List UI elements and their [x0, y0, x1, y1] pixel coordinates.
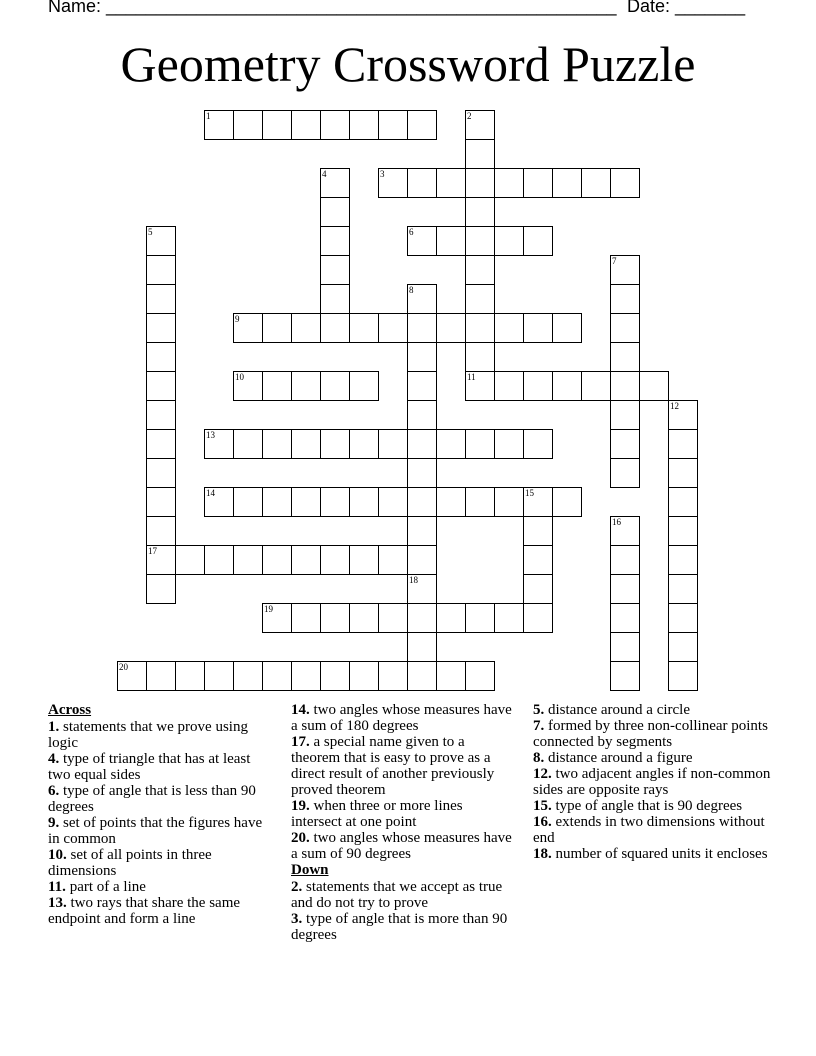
clue-number: 8 [409, 285, 414, 295]
clue-across-4: 4. type of triangle that has at least two equal sides [48, 751, 251, 783]
clue-number: 1 [206, 111, 211, 121]
grid-cell[interactable] [233, 110, 263, 140]
date-field[interactable]: Date: _______ [627, 0, 746, 16]
grid-cell[interactable] [436, 603, 466, 633]
grid-cell[interactable] [494, 487, 524, 517]
grid-cell[interactable] [552, 487, 582, 517]
grid-cell[interactable] [465, 168, 495, 198]
clue-across-9: 9. set of points that the figures have in common [48, 815, 263, 847]
grid-cell[interactable] [146, 429, 176, 459]
grid-cell[interactable] [320, 255, 350, 285]
clue-down-3: 3. type of angle that is more than 90 degrees [291, 911, 508, 943]
grid-cell[interactable] [407, 487, 437, 517]
grid-cell[interactable] [668, 487, 698, 517]
clue-across-13: 13. two rays that share the same endpoint and form a line [48, 895, 241, 927]
clue-across-6: 6. type of angle that is less than 90 degrees [48, 783, 256, 815]
clue-down-15: 15. type of angle that is 90 degrees [533, 798, 743, 814]
grid-cell[interactable] [668, 516, 698, 546]
grid-cell[interactable] [233, 487, 263, 517]
grid-cell[interactable] [320, 545, 350, 575]
grid-cell[interactable] [436, 661, 466, 691]
grid-cell[interactable] [523, 313, 553, 343]
clue-number: 15 [525, 488, 534, 498]
grid-cell[interactable] [436, 429, 466, 459]
grid-cell[interactable] [349, 313, 379, 343]
grid-cell[interactable] [146, 255, 176, 285]
grid-cell[interactable] [552, 168, 582, 198]
grid-cell[interactable] [407, 603, 437, 633]
grid-cell[interactable] [320, 313, 350, 343]
clue-across-11: 11. part of a line [48, 879, 146, 895]
grid-cell[interactable] [349, 429, 379, 459]
clue-number: 19 [264, 604, 273, 614]
grid-cell[interactable] [320, 487, 350, 517]
grid-cell[interactable] [465, 255, 495, 285]
clue-number: 14 [206, 488, 215, 498]
grid-cell[interactable] [639, 371, 669, 401]
grid-cell[interactable] [407, 400, 437, 430]
grid-cell[interactable] [494, 226, 524, 256]
grid-cell[interactable] [291, 429, 321, 459]
grid-cell[interactable] [291, 313, 321, 343]
grid-cell[interactable] [668, 574, 698, 604]
grid-cell[interactable] [494, 429, 524, 459]
grid-cell[interactable] [465, 226, 495, 256]
grid-cell[interactable] [407, 342, 437, 372]
grid-cell[interactable] [262, 313, 292, 343]
grid-cell[interactable] [610, 603, 640, 633]
grid-cell[interactable] [552, 371, 582, 401]
grid-cell[interactable] [465, 487, 495, 517]
grid-cell[interactable] [407, 429, 437, 459]
grid-cell[interactable] [349, 545, 379, 575]
grid-cell[interactable] [291, 487, 321, 517]
clue-across-19: 19. when three or more lines intersect at one point [291, 798, 463, 830]
grid-cell[interactable] [436, 487, 466, 517]
grid-cell[interactable] [146, 487, 176, 517]
grid-cell[interactable] [320, 429, 350, 459]
grid-cell[interactable] [581, 371, 611, 401]
clue-number: 13 [206, 430, 215, 440]
grid-cell[interactable] [378, 487, 408, 517]
grid-cell[interactable] [465, 313, 495, 343]
grid-cell[interactable] [233, 545, 263, 575]
clue-column-1 [48, 702, 273, 927]
page-title: Geometry Crossword Puzzle [120, 36, 696, 92]
grid-cell[interactable] [146, 371, 176, 401]
clue-down-5: 5. distance around a circle [533, 702, 691, 718]
grid-cell[interactable] [610, 545, 640, 575]
grid-cell[interactable] [668, 545, 698, 575]
clue-number: 11 [467, 372, 476, 382]
grid-cell[interactable] [465, 284, 495, 314]
grid-cell[interactable] [465, 197, 495, 227]
grid-cell[interactable] [291, 110, 321, 140]
grid-cell[interactable] [291, 545, 321, 575]
clue-number: 5 [148, 227, 153, 237]
clue-across-10: 10. set of all points in three dimensions [48, 847, 212, 879]
clue-number: 16 [612, 517, 621, 527]
clue-number: 4 [322, 169, 327, 179]
grid-cell[interactable] [523, 603, 553, 633]
grid-cell[interactable] [204, 545, 234, 575]
grid-cell[interactable] [668, 661, 698, 691]
clue-number: 10 [235, 372, 244, 382]
grid-cell[interactable] [610, 371, 640, 401]
grid-cell[interactable] [204, 661, 234, 691]
grid-cell[interactable] [436, 313, 466, 343]
clue-across-17: 17. a special name given to a theorem that is easy to prove as a direct result of another previously proved theorem [291, 734, 495, 798]
grid-cell[interactable] [552, 313, 582, 343]
grid-cell[interactable] [175, 661, 205, 691]
grid-cell[interactable] [378, 661, 408, 691]
grid-cell[interactable] [494, 371, 524, 401]
grid-cell[interactable] [291, 603, 321, 633]
grid-cell[interactable] [465, 139, 495, 169]
grid-cell[interactable] [494, 603, 524, 633]
grid-cell[interactable] [610, 284, 640, 314]
grid-cell[interactable] [581, 168, 611, 198]
grid-cell[interactable] [349, 661, 379, 691]
grid-cell[interactable] [320, 661, 350, 691]
grid-cell[interactable] [262, 545, 292, 575]
name-field[interactable]: Name: ___________________________________________________ [48, 0, 617, 16]
grid-cell[interactable] [610, 400, 640, 430]
across-heading: Across [48, 702, 92, 718]
clue-number: 20 [119, 662, 128, 672]
grid-cell[interactable] [349, 603, 379, 633]
grid-cell[interactable] [320, 197, 350, 227]
grid-cell[interactable] [233, 661, 263, 691]
grid-cell[interactable] [610, 632, 640, 662]
clue-down-8: 8. distance around a figure [533, 750, 693, 766]
grid-cell[interactable] [146, 516, 176, 546]
grid-cell[interactable] [233, 429, 263, 459]
grid-cell[interactable] [610, 168, 640, 198]
grid-cell[interactable] [523, 516, 553, 546]
grid-cell[interactable] [407, 632, 437, 662]
grid-cell[interactable] [262, 429, 292, 459]
grid-cell[interactable] [407, 110, 437, 140]
grid-cell[interactable] [146, 661, 176, 691]
grid-cell[interactable] [523, 574, 553, 604]
grid-cell[interactable] [320, 603, 350, 633]
grid-cell[interactable] [320, 110, 350, 140]
clue-number: 9 [235, 314, 240, 324]
grid-cell[interactable] [320, 226, 350, 256]
grid-cell[interactable] [436, 226, 466, 256]
clue-number: 17 [148, 546, 157, 556]
grid-cell[interactable] [668, 632, 698, 662]
grid-cell[interactable] [523, 168, 553, 198]
grid-cell[interactable] [146, 313, 176, 343]
clue-across-14: 14. two angles whose measures have a sum of 180 degrees [291, 702, 512, 734]
grid-cell[interactable] [407, 313, 437, 343]
grid-cell[interactable] [523, 545, 553, 575]
grid-cell[interactable] [320, 371, 350, 401]
clue-down-12: 12. two adjacent angles if non-common sides are opposite rays [533, 766, 771, 798]
grid-cell[interactable] [610, 313, 640, 343]
clue-number: 6 [409, 227, 414, 237]
grid-cell[interactable] [146, 284, 176, 314]
grid-cell[interactable] [407, 516, 437, 546]
clue-number: 12 [670, 401, 679, 411]
grid-cell[interactable] [378, 545, 408, 575]
clue-number: 2 [467, 111, 472, 121]
grid-cell[interactable] [320, 284, 350, 314]
grid-cell[interactable] [262, 371, 292, 401]
grid-cell[interactable] [262, 110, 292, 140]
clue-column-3 [533, 702, 773, 862]
grid-cell[interactable] [523, 226, 553, 256]
grid-cell[interactable] [378, 603, 408, 633]
grid-cell[interactable] [146, 400, 176, 430]
clue-down-18: 18. number of squared units it encloses [533, 846, 768, 862]
grid-cell[interactable] [465, 661, 495, 691]
grid-cell[interactable] [349, 110, 379, 140]
clue-across-20: 20. two angles whose measures have a sum of 90 degrees [291, 830, 512, 862]
grid-cell[interactable] [378, 429, 408, 459]
grid-cell[interactable] [494, 168, 524, 198]
clue-number: 7 [612, 256, 617, 266]
grid-cell[interactable] [494, 313, 524, 343]
grid-cell[interactable] [262, 661, 292, 691]
grid-cell[interactable] [146, 458, 176, 488]
down-heading: Down [291, 862, 329, 878]
clue-across-1: 1. statements that we prove using logic [48, 719, 248, 751]
grid-cell[interactable] [349, 371, 379, 401]
grid-cell[interactable] [610, 574, 640, 604]
grid-cell[interactable] [610, 342, 640, 372]
grid-cell[interactable] [668, 458, 698, 488]
clue-down-16: 16. extends in two dimensions without end [533, 814, 765, 846]
grid-cell[interactable] [436, 168, 466, 198]
clue-number: 3 [380, 169, 385, 179]
grid-cell[interactable] [146, 574, 176, 604]
grid-cell[interactable] [349, 487, 379, 517]
grid-cell[interactable] [378, 110, 408, 140]
grid-cell[interactable] [523, 371, 553, 401]
grid-cell[interactable] [407, 545, 437, 575]
grid-cell[interactable] [668, 603, 698, 633]
grid-cell[interactable] [407, 371, 437, 401]
grid-cell[interactable] [610, 661, 640, 691]
grid-cell[interactable] [175, 545, 205, 575]
grid-cell[interactable] [465, 603, 495, 633]
grid-cell[interactable] [378, 313, 408, 343]
clue-down-7: 7. formed by three non-collinear points connected by segments [533, 718, 768, 750]
grid-cell[interactable] [146, 342, 176, 372]
grid-cell[interactable] [668, 429, 698, 459]
grid-cell[interactable] [291, 661, 321, 691]
grid-cell[interactable] [291, 371, 321, 401]
grid-cell[interactable] [407, 661, 437, 691]
grid-cell[interactable] [523, 429, 553, 459]
grid-cell[interactable] [407, 168, 437, 198]
clue-down-2: 2. statements that we accept as true and do not try to prove [291, 879, 503, 911]
grid-cell[interactable] [610, 429, 640, 459]
clue-column-2 [291, 702, 516, 943]
grid-cell[interactable] [407, 458, 437, 488]
grid-cell[interactable] [465, 342, 495, 372]
grid-cell[interactable] [610, 458, 640, 488]
grid-cell[interactable] [262, 487, 292, 517]
clue-number: 18 [409, 575, 418, 585]
grid-cell[interactable] [465, 429, 495, 459]
